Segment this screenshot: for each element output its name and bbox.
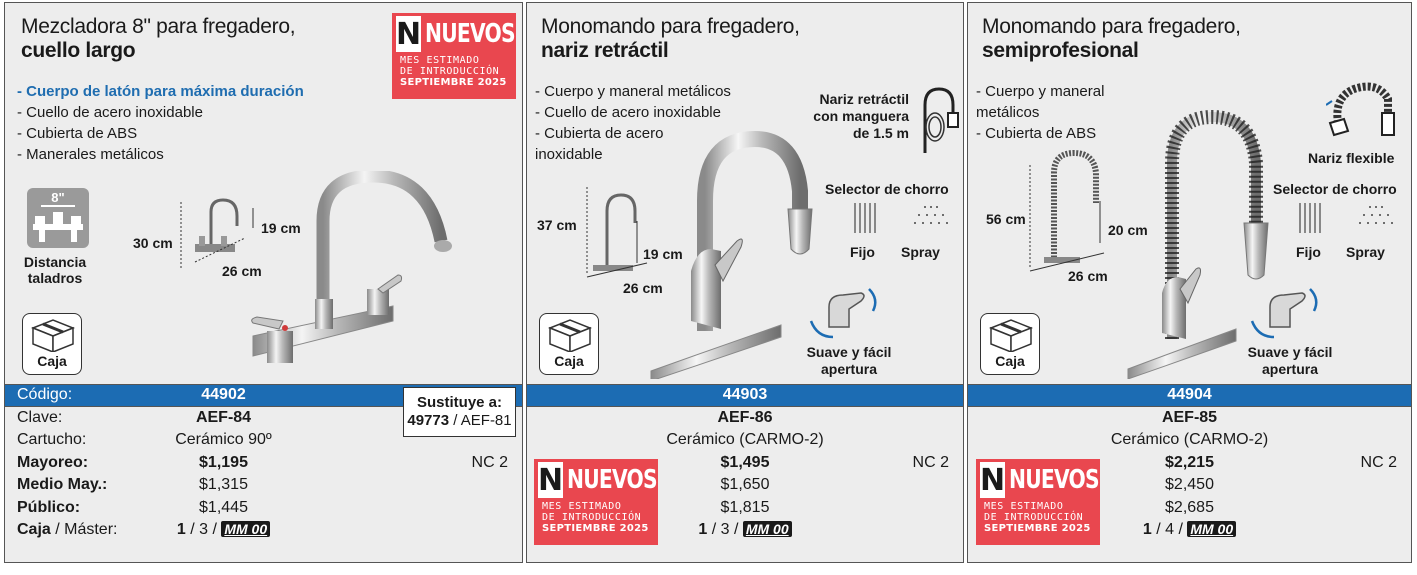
nose-label: Nariz flexible	[1308, 150, 1395, 166]
row-medio-may	[5, 474, 522, 497]
value-mayoreo: $1,195	[199, 453, 248, 471]
handle-label: Suave y fácil apertura	[1247, 344, 1333, 377]
feature-item: - Cuerpo y maneral metálicos	[535, 81, 735, 102]
master-num: 3	[720, 521, 730, 539]
label-master: / Máster:	[50, 521, 118, 539]
value-codigo: 44903	[722, 386, 768, 404]
product-title	[982, 15, 1241, 63]
feature-item: - Cuerpo de latón para máxima duración	[17, 81, 304, 102]
value-clave: AEF-86	[717, 408, 773, 426]
dim-reach-label: 26 cm	[623, 280, 663, 296]
feature-item: - Cuello de acero inoxidable	[535, 102, 735, 123]
badge-n: N	[980, 462, 1006, 498]
value-publico: $2,685	[1165, 498, 1214, 516]
badge-sub-2: DE INTRODUCCIÓN	[984, 512, 1084, 523]
title-line-1: Monomando para fregadero,	[541, 15, 800, 38]
value-nc: NC 2	[471, 453, 508, 471]
product-card-44904	[967, 2, 1412, 563]
master-num: 4	[1165, 521, 1174, 539]
value-caja-master: 1 / 3 / MM 00	[85, 521, 362, 539]
label-caja: Caja	[17, 521, 51, 539]
dim-reach-label: 26 cm	[1068, 268, 1108, 284]
fijo-label: Fijo	[1296, 244, 1321, 260]
dim-spout-label: 19 cm	[643, 246, 683, 262]
value-nc: NC 2	[912, 453, 949, 471]
nuevos-badge	[392, 13, 516, 99]
spray-pattern-icon	[1290, 199, 1400, 237]
badge-sub-1: MES ESTIMADO	[542, 501, 622, 512]
label-codigo: Código:	[17, 386, 73, 404]
dim-spout-label: 20 cm	[1108, 222, 1148, 238]
value-nc: NC 2	[1360, 453, 1397, 471]
product-card-44902	[4, 2, 523, 563]
faucet-image	[645, 131, 815, 379]
value-medio-may: $1,650	[720, 476, 770, 494]
value-cartucho: Cerámico (CARMO-2)	[1110, 431, 1269, 449]
box-icon	[980, 313, 1040, 375]
value-medio-may: $2,450	[1165, 476, 1214, 494]
spray-label: Spray	[901, 244, 940, 260]
master-num: 3	[199, 521, 208, 539]
badge-sub-3: SEPTIEMBRE 2025	[984, 523, 1091, 534]
nuevos-badge	[976, 459, 1100, 545]
mm-badge: MM 00	[221, 521, 270, 537]
mm-badge: MM 00	[743, 521, 792, 537]
feature-item: - Manerales metálicos	[17, 144, 304, 165]
spray-pattern-icon	[845, 199, 955, 237]
selector-label: Selector de chorro	[1273, 181, 1397, 197]
drill-size: 8"	[51, 190, 65, 205]
badge-sub	[534, 501, 658, 534]
label-cartucho: Cartucho:	[17, 431, 87, 449]
dim-height-label: 30 cm	[133, 235, 173, 251]
badge-n: N	[396, 16, 422, 52]
feature-list	[976, 81, 1106, 144]
spray-label: Spray	[1346, 244, 1385, 260]
feature-item: - Cubierta de ABS	[17, 123, 304, 144]
feature-item: - Cubierta de acero inoxidable	[535, 123, 735, 165]
sustituye-box: Sustituye a: 49773 / AEF-81	[403, 387, 516, 437]
box-icon	[539, 313, 599, 375]
dim-reach-label: 26 cm	[222, 263, 262, 279]
row-clave	[968, 407, 1411, 430]
drill-distance-icon	[27, 188, 89, 248]
row-publico	[5, 497, 522, 520]
value-medio-may: $1,315	[199, 476, 248, 494]
nose-label: Nariz retráctil con manguera de 1.5 m	[813, 91, 909, 141]
value-caja-master: 1 / 4 / MM 00	[968, 521, 1411, 539]
badge-word: NUEVOS	[1009, 465, 1099, 495]
badge-sub-3: SEPTIEMBRE 2025	[542, 523, 649, 534]
badge-sub-2: DE INTRODUCCIÓN	[400, 66, 500, 77]
value-clave: AEF-84	[195, 408, 252, 426]
product-title	[541, 15, 800, 63]
mm-badge: MM 00	[1187, 521, 1236, 537]
badge-word: NUEVOS	[567, 465, 657, 495]
dim-height-label: 56 cm	[986, 211, 1026, 227]
badge-word: NUEVOS	[425, 19, 515, 49]
value-mayoreo: $2,215	[1165, 453, 1214, 471]
feature-list	[17, 81, 304, 165]
title-line-1: Monomando para fregadero,	[982, 15, 1241, 38]
label-clave: Clave:	[17, 408, 63, 426]
handle-label: Suave y fácil apertura	[806, 344, 892, 377]
nuevos-badge	[534, 459, 658, 545]
value-caja-master: 1 / 3 / MM 00	[527, 521, 963, 539]
badge-sub-1: MES ESTIMADO	[400, 55, 480, 66]
row-codigo	[968, 384, 1411, 407]
value-cartucho: Cerámico (CARMO-2)	[666, 431, 824, 449]
flexible-nose-icon	[1326, 79, 1400, 145]
title-line-1: Mezcladora 8" para fregadero,	[21, 15, 296, 38]
value-publico: $1,815	[720, 498, 770, 516]
sustituye-code: 49773	[407, 412, 450, 429]
feature-item: - Cubierta de ABS	[976, 123, 1106, 144]
box-label: Caja	[995, 353, 1025, 369]
caja-num: 1	[176, 521, 186, 539]
handle-icon	[803, 283, 883, 343]
box-icon	[22, 313, 82, 375]
row-cartucho	[968, 429, 1411, 452]
feature-item: - Cuello de acero inoxidable	[17, 102, 304, 123]
badge-sub	[976, 501, 1100, 534]
value-cartucho: Cerámico 90º	[175, 431, 272, 449]
faucet-image	[1126, 103, 1276, 379]
selector-label: Selector de chorro	[825, 181, 949, 197]
title-line-2: cuello largo	[21, 39, 136, 62]
feature-item: - Cuerpo y maneral metálicos	[976, 81, 1106, 123]
faucet-image	[243, 171, 473, 376]
badge-sub-2: DE INTRODUCCIÓN	[542, 512, 642, 523]
label-mayoreo: Mayoreo:	[17, 453, 89, 471]
drill-distance-label: Distancia taladros	[23, 254, 87, 286]
title-line-2: nariz retráctil	[541, 39, 669, 62]
caja-num: 1	[1142, 521, 1152, 539]
badge-sub	[392, 55, 516, 88]
value-mayoreo: $1,495	[720, 453, 770, 471]
row-mayoreo	[5, 452, 522, 475]
value-codigo: 44904	[1167, 386, 1212, 404]
row-clave	[527, 407, 963, 430]
badge-sub-1: MES ESTIMADO	[984, 501, 1064, 512]
sustituye-label: Sustituye a:	[416, 394, 503, 411]
box-label: Caja	[554, 353, 584, 369]
row-codigo	[527, 384, 963, 407]
label-medio-may: Medio May.:	[17, 476, 108, 494]
value-codigo: 44902	[201, 386, 246, 404]
badge-n: N	[538, 462, 564, 498]
label-publico: Público:	[17, 498, 81, 516]
retractable-nose-icon	[911, 83, 961, 163]
dim-spout-label: 19 cm	[261, 220, 301, 236]
value-clave: AEF-85	[1161, 408, 1218, 426]
row-cartucho	[527, 429, 963, 452]
box-label: Caja	[37, 353, 67, 369]
badge-sub-3: SEPTIEMBRE 2025	[400, 77, 507, 88]
value-publico: $1,445	[199, 498, 248, 516]
product-title	[21, 15, 295, 63]
row-caja-master	[5, 519, 522, 542]
dim-height-label: 37 cm	[537, 217, 577, 233]
caja-num: 1	[698, 521, 708, 539]
title-line-2: semiprofesional	[982, 39, 1139, 62]
product-card-44903	[526, 2, 964, 563]
fijo-label: Fijo	[850, 244, 875, 260]
sustituye-clave: AEF-81	[460, 412, 512, 429]
